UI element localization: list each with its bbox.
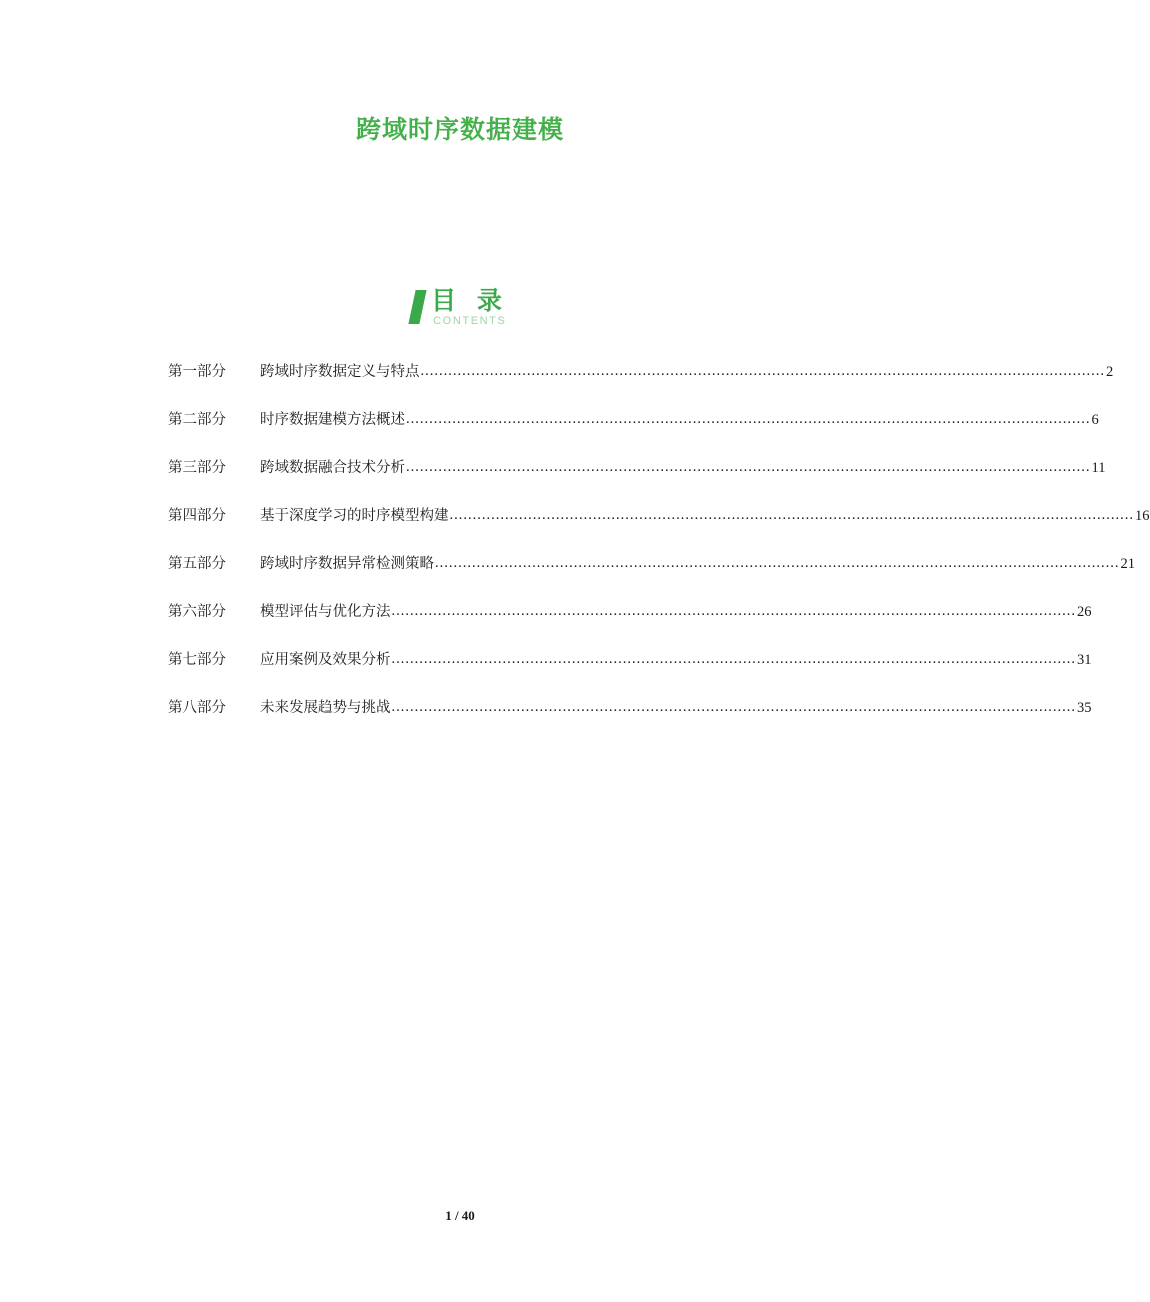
toc-entry-part: 第一部分: [168, 364, 226, 380]
toc-accent-bar-icon: [409, 290, 427, 324]
list-item[interactable]: [168, 552, 1135, 600]
toc-entry-part: 第六部分: [168, 604, 226, 620]
toc-entry-title: 未来发展趋势与挑战: [260, 700, 391, 716]
toc-entry-part: 第五部分: [168, 556, 226, 572]
toc-entry-page: 35: [1077, 700, 1092, 716]
list-item[interactable]: [168, 600, 1092, 648]
toc-entry-dots: ....................................................................................................................................................: [406, 459, 1091, 475]
toc-entry-dots: ....................................................................................................................................................: [391, 603, 1076, 619]
list-item[interactable]: [168, 648, 1092, 696]
toc-entry-part: 第四部分: [168, 508, 226, 524]
toc-entry-dots: ....................................................................................................................................................: [406, 411, 1091, 427]
toc-entry-page: 11: [1091, 460, 1106, 476]
toc-entry-title: 跨域时序数据异常检测策略: [260, 556, 434, 572]
list-item[interactable]: [168, 456, 1106, 504]
toc-entry-part: 第八部分: [168, 700, 226, 716]
toc-entry-title: 时序数据建模方法概述: [260, 412, 405, 428]
toc-entry-dots: ....................................................................................................................................................: [420, 363, 1105, 379]
toc-entry-page: 31: [1077, 652, 1092, 668]
toc-entry-page: 2: [1106, 364, 1114, 380]
toc-entry-dots: ....................................................................................................................................................: [391, 699, 1076, 715]
toc-entry-part: 第二部分: [168, 412, 226, 428]
toc-list: [168, 360, 1150, 744]
list-item[interactable]: [168, 504, 1150, 552]
list-item[interactable]: [168, 360, 1114, 408]
toc-entry-page: 6: [1091, 412, 1099, 428]
toc-entry-part: 第七部分: [168, 652, 226, 668]
toc-heading-en: CONTENTS: [433, 315, 507, 328]
toc-entry-dots: ....................................................................................................................................................: [391, 651, 1076, 667]
toc-entry-title: 跨域时序数据定义与特点: [260, 364, 420, 380]
list-item[interactable]: [168, 408, 1099, 456]
page-title: 跨域时序数据建模: [355, 115, 564, 144]
toc-entry-page: 26: [1077, 604, 1092, 620]
toc-entry-title: 跨域数据融合技术分析: [260, 460, 405, 476]
toc-entry-title: 模型评估与优化方法: [260, 604, 391, 620]
toc-entry-page: 21: [1120, 556, 1135, 572]
toc-heading-text: [431, 288, 508, 327]
toc-entry-page: 16: [1135, 508, 1150, 524]
toc-heading-inner: [412, 288, 508, 327]
toc-entry-dots: ....................................................................................................................................................: [449, 507, 1134, 523]
list-item[interactable]: [168, 696, 1092, 744]
toc-heading-cn: 目 录: [431, 286, 508, 315]
toc-entry-title: 应用案例及效果分析: [260, 652, 391, 668]
toc-heading: [0, 288, 920, 340]
toc-entry-dots: ....................................................................................................................................................: [435, 555, 1120, 571]
page-footer: 1 / 40: [445, 1208, 475, 1223]
toc-entry-title: 基于深度学习的时序模型构建: [260, 508, 449, 524]
toc-entry-part: 第三部分: [168, 460, 226, 476]
